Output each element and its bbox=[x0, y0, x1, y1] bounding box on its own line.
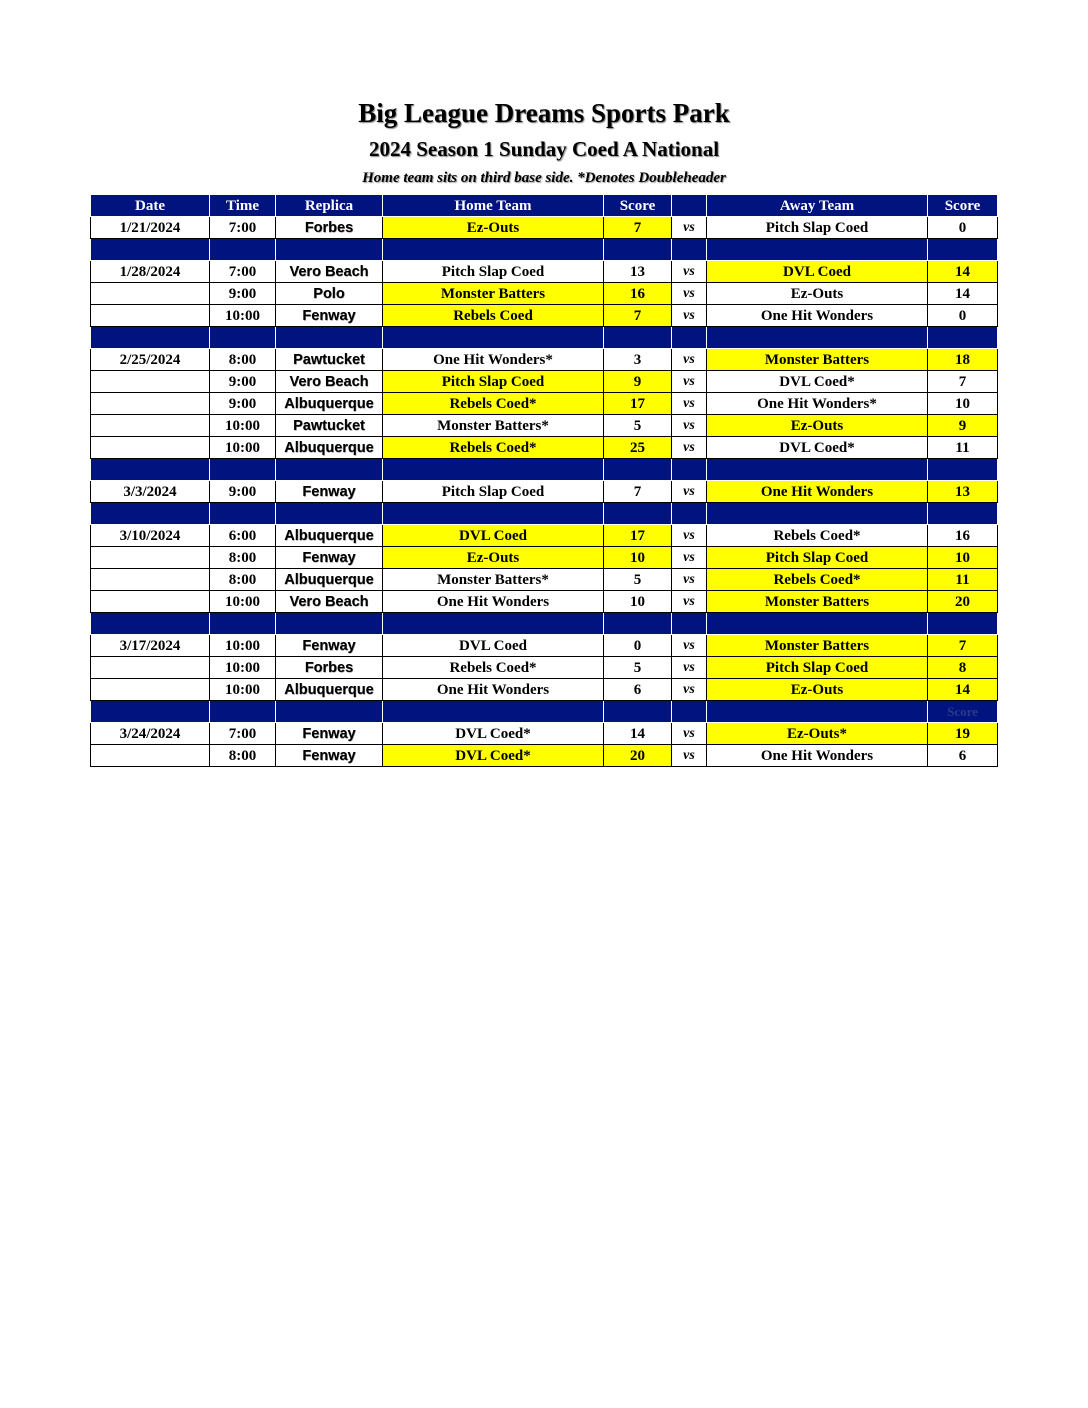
game-date: 3/10/2024 bbox=[91, 525, 210, 547]
away-team: Ez-Outs* bbox=[707, 723, 928, 745]
schedule-table bbox=[90, 194, 998, 767]
home-score: 5 bbox=[604, 415, 672, 437]
game-row bbox=[91, 679, 998, 701]
game-row bbox=[91, 481, 998, 503]
game-time: 10:00 bbox=[210, 415, 276, 437]
home-score: 6 bbox=[604, 679, 672, 701]
separator-cell bbox=[707, 503, 928, 525]
separator-cell bbox=[91, 613, 210, 635]
home-score: 13 bbox=[604, 261, 672, 283]
game-row bbox=[91, 657, 998, 679]
game-time: 9:00 bbox=[210, 371, 276, 393]
home-team: Rebels Coed* bbox=[383, 437, 604, 459]
home-team: DVL Coed bbox=[383, 635, 604, 657]
away-team: Pitch Slap Coed bbox=[707, 217, 928, 239]
game-time: 10:00 bbox=[210, 305, 276, 327]
away-score: 8 bbox=[928, 657, 998, 679]
away-score: 7 bbox=[928, 635, 998, 657]
home-score: 7 bbox=[604, 481, 672, 503]
away-score: 16 bbox=[928, 525, 998, 547]
home-team: Pitch Slap Coed bbox=[383, 371, 604, 393]
header-date: Date bbox=[91, 195, 210, 217]
home-score: 3 bbox=[604, 349, 672, 371]
game-time: 7:00 bbox=[210, 217, 276, 239]
separator-cell bbox=[91, 327, 210, 349]
separator-cell bbox=[210, 503, 276, 525]
game-date bbox=[91, 437, 210, 459]
separator-cell bbox=[383, 701, 604, 723]
separator-cell bbox=[928, 239, 998, 261]
home-score: 0 bbox=[604, 635, 672, 657]
game-field: Fenway bbox=[276, 481, 383, 503]
home-score: 10 bbox=[604, 547, 672, 569]
vs-label: vs bbox=[672, 217, 707, 239]
home-team: Pitch Slap Coed bbox=[383, 261, 604, 283]
game-row bbox=[91, 569, 998, 591]
game-time: 6:00 bbox=[210, 525, 276, 547]
away-team: DVL Coed* bbox=[707, 437, 928, 459]
vs-label: vs bbox=[672, 569, 707, 591]
separator-cell bbox=[604, 459, 672, 481]
game-row bbox=[91, 283, 998, 305]
game-time: 9:00 bbox=[210, 481, 276, 503]
separator-cell bbox=[210, 613, 276, 635]
home-team: DVL Coed* bbox=[383, 745, 604, 767]
game-date bbox=[91, 305, 210, 327]
game-date: 3/3/2024 bbox=[91, 481, 210, 503]
game-date bbox=[91, 745, 210, 767]
game-date: 1/21/2024 bbox=[91, 217, 210, 239]
home-team: Monster Batters bbox=[383, 283, 604, 305]
home-score: 16 bbox=[604, 283, 672, 305]
game-field: Forbes bbox=[276, 657, 383, 679]
table-header-row bbox=[91, 195, 998, 217]
away-score: 10 bbox=[928, 547, 998, 569]
game-field: Albuquerque bbox=[276, 679, 383, 701]
vs-label: vs bbox=[672, 283, 707, 305]
game-row bbox=[91, 525, 998, 547]
game-row bbox=[91, 217, 998, 239]
vs-label: vs bbox=[672, 723, 707, 745]
separator-cell bbox=[928, 503, 998, 525]
game-date bbox=[91, 415, 210, 437]
separator-cell bbox=[91, 503, 210, 525]
home-team: Rebels Coed* bbox=[383, 657, 604, 679]
header-replica: Replica bbox=[276, 195, 383, 217]
separator-cell bbox=[707, 701, 928, 723]
game-time: 10:00 bbox=[210, 635, 276, 657]
separator-cell bbox=[210, 701, 276, 723]
game-date bbox=[91, 547, 210, 569]
home-team: Rebels Coed bbox=[383, 305, 604, 327]
game-row bbox=[91, 591, 998, 613]
separator-cell bbox=[276, 239, 383, 261]
game-field: Fenway bbox=[276, 305, 383, 327]
vs-label: vs bbox=[672, 591, 707, 613]
away-score: 10 bbox=[928, 393, 998, 415]
separator-cell bbox=[707, 459, 928, 481]
game-time: 10:00 bbox=[210, 679, 276, 701]
away-team: Monster Batters bbox=[707, 635, 928, 657]
home-score: 14 bbox=[604, 723, 672, 745]
game-time: 8:00 bbox=[210, 547, 276, 569]
game-field: Fenway bbox=[276, 745, 383, 767]
game-time: 10:00 bbox=[210, 437, 276, 459]
game-time: 8:00 bbox=[210, 745, 276, 767]
separator-cell bbox=[672, 459, 707, 481]
vs-label: vs bbox=[672, 525, 707, 547]
vs-label: vs bbox=[672, 635, 707, 657]
away-score: 0 bbox=[928, 305, 998, 327]
away-team: One Hit Wonders* bbox=[707, 393, 928, 415]
separator-cell bbox=[276, 327, 383, 349]
game-date bbox=[91, 393, 210, 415]
game-field: Vero Beach bbox=[276, 261, 383, 283]
game-time: 7:00 bbox=[210, 261, 276, 283]
home-score: 17 bbox=[604, 393, 672, 415]
game-date: 3/17/2024 bbox=[91, 635, 210, 657]
game-row bbox=[91, 349, 998, 371]
away-team: Ez-Outs bbox=[707, 415, 928, 437]
home-team: One Hit Wonders bbox=[383, 679, 604, 701]
vs-label: vs bbox=[672, 305, 707, 327]
home-team: Monster Batters* bbox=[383, 569, 604, 591]
separator-row bbox=[91, 701, 998, 723]
game-field: Vero Beach bbox=[276, 591, 383, 613]
separator-cell bbox=[928, 327, 998, 349]
vs-label: vs bbox=[672, 481, 707, 503]
separator-cell bbox=[604, 701, 672, 723]
game-time: 8:00 bbox=[210, 569, 276, 591]
home-score: 10 bbox=[604, 591, 672, 613]
header-away-score: Score bbox=[928, 195, 998, 217]
game-date bbox=[91, 591, 210, 613]
separator-row bbox=[91, 613, 998, 635]
away-score: 0 bbox=[928, 217, 998, 239]
home-team: DVL Coed* bbox=[383, 723, 604, 745]
away-team: Pitch Slap Coed bbox=[707, 657, 928, 679]
vs-label: vs bbox=[672, 745, 707, 767]
away-score: 9 bbox=[928, 415, 998, 437]
game-row bbox=[91, 723, 998, 745]
game-field: Polo bbox=[276, 283, 383, 305]
game-date bbox=[91, 679, 210, 701]
home-score: 7 bbox=[604, 217, 672, 239]
header-home-team: Home Team bbox=[383, 195, 604, 217]
game-date bbox=[91, 371, 210, 393]
home-team: Rebels Coed* bbox=[383, 393, 604, 415]
game-row bbox=[91, 635, 998, 657]
game-row bbox=[91, 745, 998, 767]
separator-cell bbox=[707, 613, 928, 635]
header-away-team: Away Team bbox=[707, 195, 928, 217]
game-time: 10:00 bbox=[210, 657, 276, 679]
game-row bbox=[91, 261, 998, 283]
game-time: 10:00 bbox=[210, 591, 276, 613]
game-field: Albuquerque bbox=[276, 525, 383, 547]
game-date bbox=[91, 283, 210, 305]
separator-row bbox=[91, 503, 998, 525]
separator-cell bbox=[383, 327, 604, 349]
game-time: 9:00 bbox=[210, 393, 276, 415]
separator-score-label: Score bbox=[928, 701, 998, 723]
schedule-note: Home team sits on third base side. *Denotes Doubleheader bbox=[362, 170, 726, 186]
separator-row bbox=[91, 327, 998, 349]
game-field: Fenway bbox=[276, 547, 383, 569]
separator-cell bbox=[928, 459, 998, 481]
away-team: DVL Coed bbox=[707, 261, 928, 283]
away-score: 13 bbox=[928, 481, 998, 503]
home-score: 25 bbox=[604, 437, 672, 459]
page-subtitle: 2024 Season 1 Sunday Coed A National bbox=[368, 137, 720, 161]
home-score: 7 bbox=[604, 305, 672, 327]
away-score: 14 bbox=[928, 679, 998, 701]
vs-label: vs bbox=[672, 547, 707, 569]
separator-cell bbox=[210, 239, 276, 261]
home-score: 5 bbox=[604, 569, 672, 591]
separator-cell bbox=[672, 327, 707, 349]
home-score: 9 bbox=[604, 371, 672, 393]
schedule-body bbox=[91, 217, 998, 767]
home-team: Ez-Outs bbox=[383, 217, 604, 239]
separator-cell bbox=[210, 459, 276, 481]
separator-cell bbox=[672, 239, 707, 261]
game-date: 1/28/2024 bbox=[91, 261, 210, 283]
vs-label: vs bbox=[672, 679, 707, 701]
home-score: 20 bbox=[604, 745, 672, 767]
home-team: DVL Coed bbox=[383, 525, 604, 547]
home-team: Monster Batters* bbox=[383, 415, 604, 437]
away-score: 14 bbox=[928, 283, 998, 305]
separator-row bbox=[91, 239, 998, 261]
away-score: 11 bbox=[928, 569, 998, 591]
vs-label: vs bbox=[672, 371, 707, 393]
vs-label: vs bbox=[672, 349, 707, 371]
separator-cell bbox=[276, 701, 383, 723]
away-team: Pitch Slap Coed bbox=[707, 547, 928, 569]
away-score: 7 bbox=[928, 371, 998, 393]
game-row bbox=[91, 305, 998, 327]
away-team: Monster Batters bbox=[707, 349, 928, 371]
game-field: Albuquerque bbox=[276, 569, 383, 591]
separator-row bbox=[91, 459, 998, 481]
home-team: One Hit Wonders bbox=[383, 591, 604, 613]
away-score: 14 bbox=[928, 261, 998, 283]
game-field: Forbes bbox=[276, 217, 383, 239]
game-field: Vero Beach bbox=[276, 371, 383, 393]
game-row bbox=[91, 437, 998, 459]
away-team: DVL Coed* bbox=[707, 371, 928, 393]
game-date: 2/25/2024 bbox=[91, 349, 210, 371]
separator-cell bbox=[383, 503, 604, 525]
separator-cell bbox=[276, 459, 383, 481]
separator-cell bbox=[276, 613, 383, 635]
away-score: 18 bbox=[928, 349, 998, 371]
separator-cell bbox=[383, 613, 604, 635]
game-field: Fenway bbox=[276, 723, 383, 745]
home-team: One Hit Wonders* bbox=[383, 349, 604, 371]
vs-label: vs bbox=[672, 393, 707, 415]
separator-cell bbox=[604, 503, 672, 525]
game-field: Pawtucket bbox=[276, 415, 383, 437]
away-team: Rebels Coed* bbox=[707, 569, 928, 591]
home-score: 5 bbox=[604, 657, 672, 679]
game-date: 3/24/2024 bbox=[91, 723, 210, 745]
away-team: One Hit Wonders bbox=[707, 745, 928, 767]
separator-cell bbox=[707, 327, 928, 349]
separator-cell bbox=[604, 613, 672, 635]
away-score: 20 bbox=[928, 591, 998, 613]
separator-cell bbox=[383, 239, 604, 261]
home-score: 17 bbox=[604, 525, 672, 547]
away-score: 19 bbox=[928, 723, 998, 745]
game-time: 7:00 bbox=[210, 723, 276, 745]
separator-cell bbox=[91, 239, 210, 261]
game-date bbox=[91, 569, 210, 591]
home-team: Ez-Outs bbox=[383, 547, 604, 569]
header-vs bbox=[672, 195, 707, 217]
header-time: Time bbox=[210, 195, 276, 217]
game-date bbox=[91, 657, 210, 679]
vs-label: vs bbox=[672, 437, 707, 459]
away-score: 6 bbox=[928, 745, 998, 767]
separator-cell bbox=[276, 503, 383, 525]
away-team: Rebels Coed* bbox=[707, 525, 928, 547]
away-team: One Hit Wonders bbox=[707, 481, 928, 503]
game-row bbox=[91, 415, 998, 437]
game-row bbox=[91, 371, 998, 393]
away-team: Monster Batters bbox=[707, 591, 928, 613]
home-team: Pitch Slap Coed bbox=[383, 481, 604, 503]
separator-cell bbox=[604, 327, 672, 349]
separator-cell bbox=[672, 701, 707, 723]
game-time: 8:00 bbox=[210, 349, 276, 371]
game-field: Fenway bbox=[276, 635, 383, 657]
away-team: Ez-Outs bbox=[707, 679, 928, 701]
game-row bbox=[91, 547, 998, 569]
game-field: Albuquerque bbox=[276, 393, 383, 415]
away-team: Ez-Outs bbox=[707, 283, 928, 305]
vs-label: vs bbox=[672, 657, 707, 679]
game-row bbox=[91, 393, 998, 415]
page-title: Big League Dreams Sports Park bbox=[358, 98, 730, 128]
separator-cell bbox=[707, 239, 928, 261]
away-team: One Hit Wonders bbox=[707, 305, 928, 327]
separator-cell bbox=[604, 239, 672, 261]
away-score: 11 bbox=[928, 437, 998, 459]
separator-cell bbox=[928, 613, 998, 635]
vs-label: vs bbox=[672, 415, 707, 437]
separator-cell bbox=[672, 503, 707, 525]
separator-cell bbox=[210, 327, 276, 349]
game-field: Pawtucket bbox=[276, 349, 383, 371]
separator-cell bbox=[91, 701, 210, 723]
game-time: 9:00 bbox=[210, 283, 276, 305]
separator-cell bbox=[383, 459, 604, 481]
header-home-score: Score bbox=[604, 195, 672, 217]
separator-cell bbox=[91, 459, 210, 481]
game-field: Albuquerque bbox=[276, 437, 383, 459]
separator-cell bbox=[672, 613, 707, 635]
vs-label: vs bbox=[672, 261, 707, 283]
